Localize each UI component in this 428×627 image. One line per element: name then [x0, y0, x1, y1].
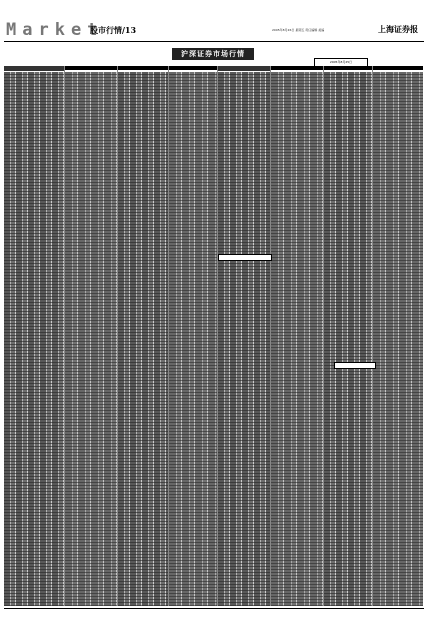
quote-rows [4, 72, 64, 606]
column-header [169, 66, 217, 70]
quote-column-1 [4, 66, 65, 606]
quote-rows [373, 72, 423, 606]
header-rule [4, 41, 424, 42]
banner-date: 2005年8月25日 [314, 58, 368, 67]
quote-column-2 [65, 66, 118, 606]
column-header [118, 66, 168, 70]
quote-column-6 [271, 66, 324, 606]
quote-table-grid [4, 66, 424, 606]
column-header [65, 66, 117, 70]
quote-rows [118, 72, 168, 606]
section-subhead-middle [218, 254, 272, 261]
quote-column-8 [373, 66, 423, 606]
column-header [373, 66, 423, 70]
section-title: 股市行情/13 [90, 25, 137, 35]
quote-column-7 [324, 66, 373, 606]
quote-rows [65, 72, 117, 606]
quote-rows [324, 72, 372, 606]
quote-column-4 [169, 66, 218, 606]
quote-column-3 [118, 66, 169, 606]
quote-rows [271, 72, 323, 606]
column-header [218, 66, 270, 71]
masthead [0, 0, 428, 44]
page-banner: 沪深证券市场行情 [172, 48, 254, 60]
footer-rule [4, 608, 424, 609]
quote-rows [169, 72, 217, 606]
column-header [324, 66, 372, 70]
dateline: 2005年8月26日 星期五 责任编辑 美编 [272, 28, 325, 32]
brand-logo: Market [6, 20, 104, 40]
section-subhead-right [334, 362, 376, 369]
quote-rows [218, 72, 270, 606]
quote-column-5 [218, 66, 271, 606]
newspaper-name: 上海证券报 [378, 24, 418, 34]
column-header [271, 66, 323, 70]
column-header [4, 66, 64, 71]
